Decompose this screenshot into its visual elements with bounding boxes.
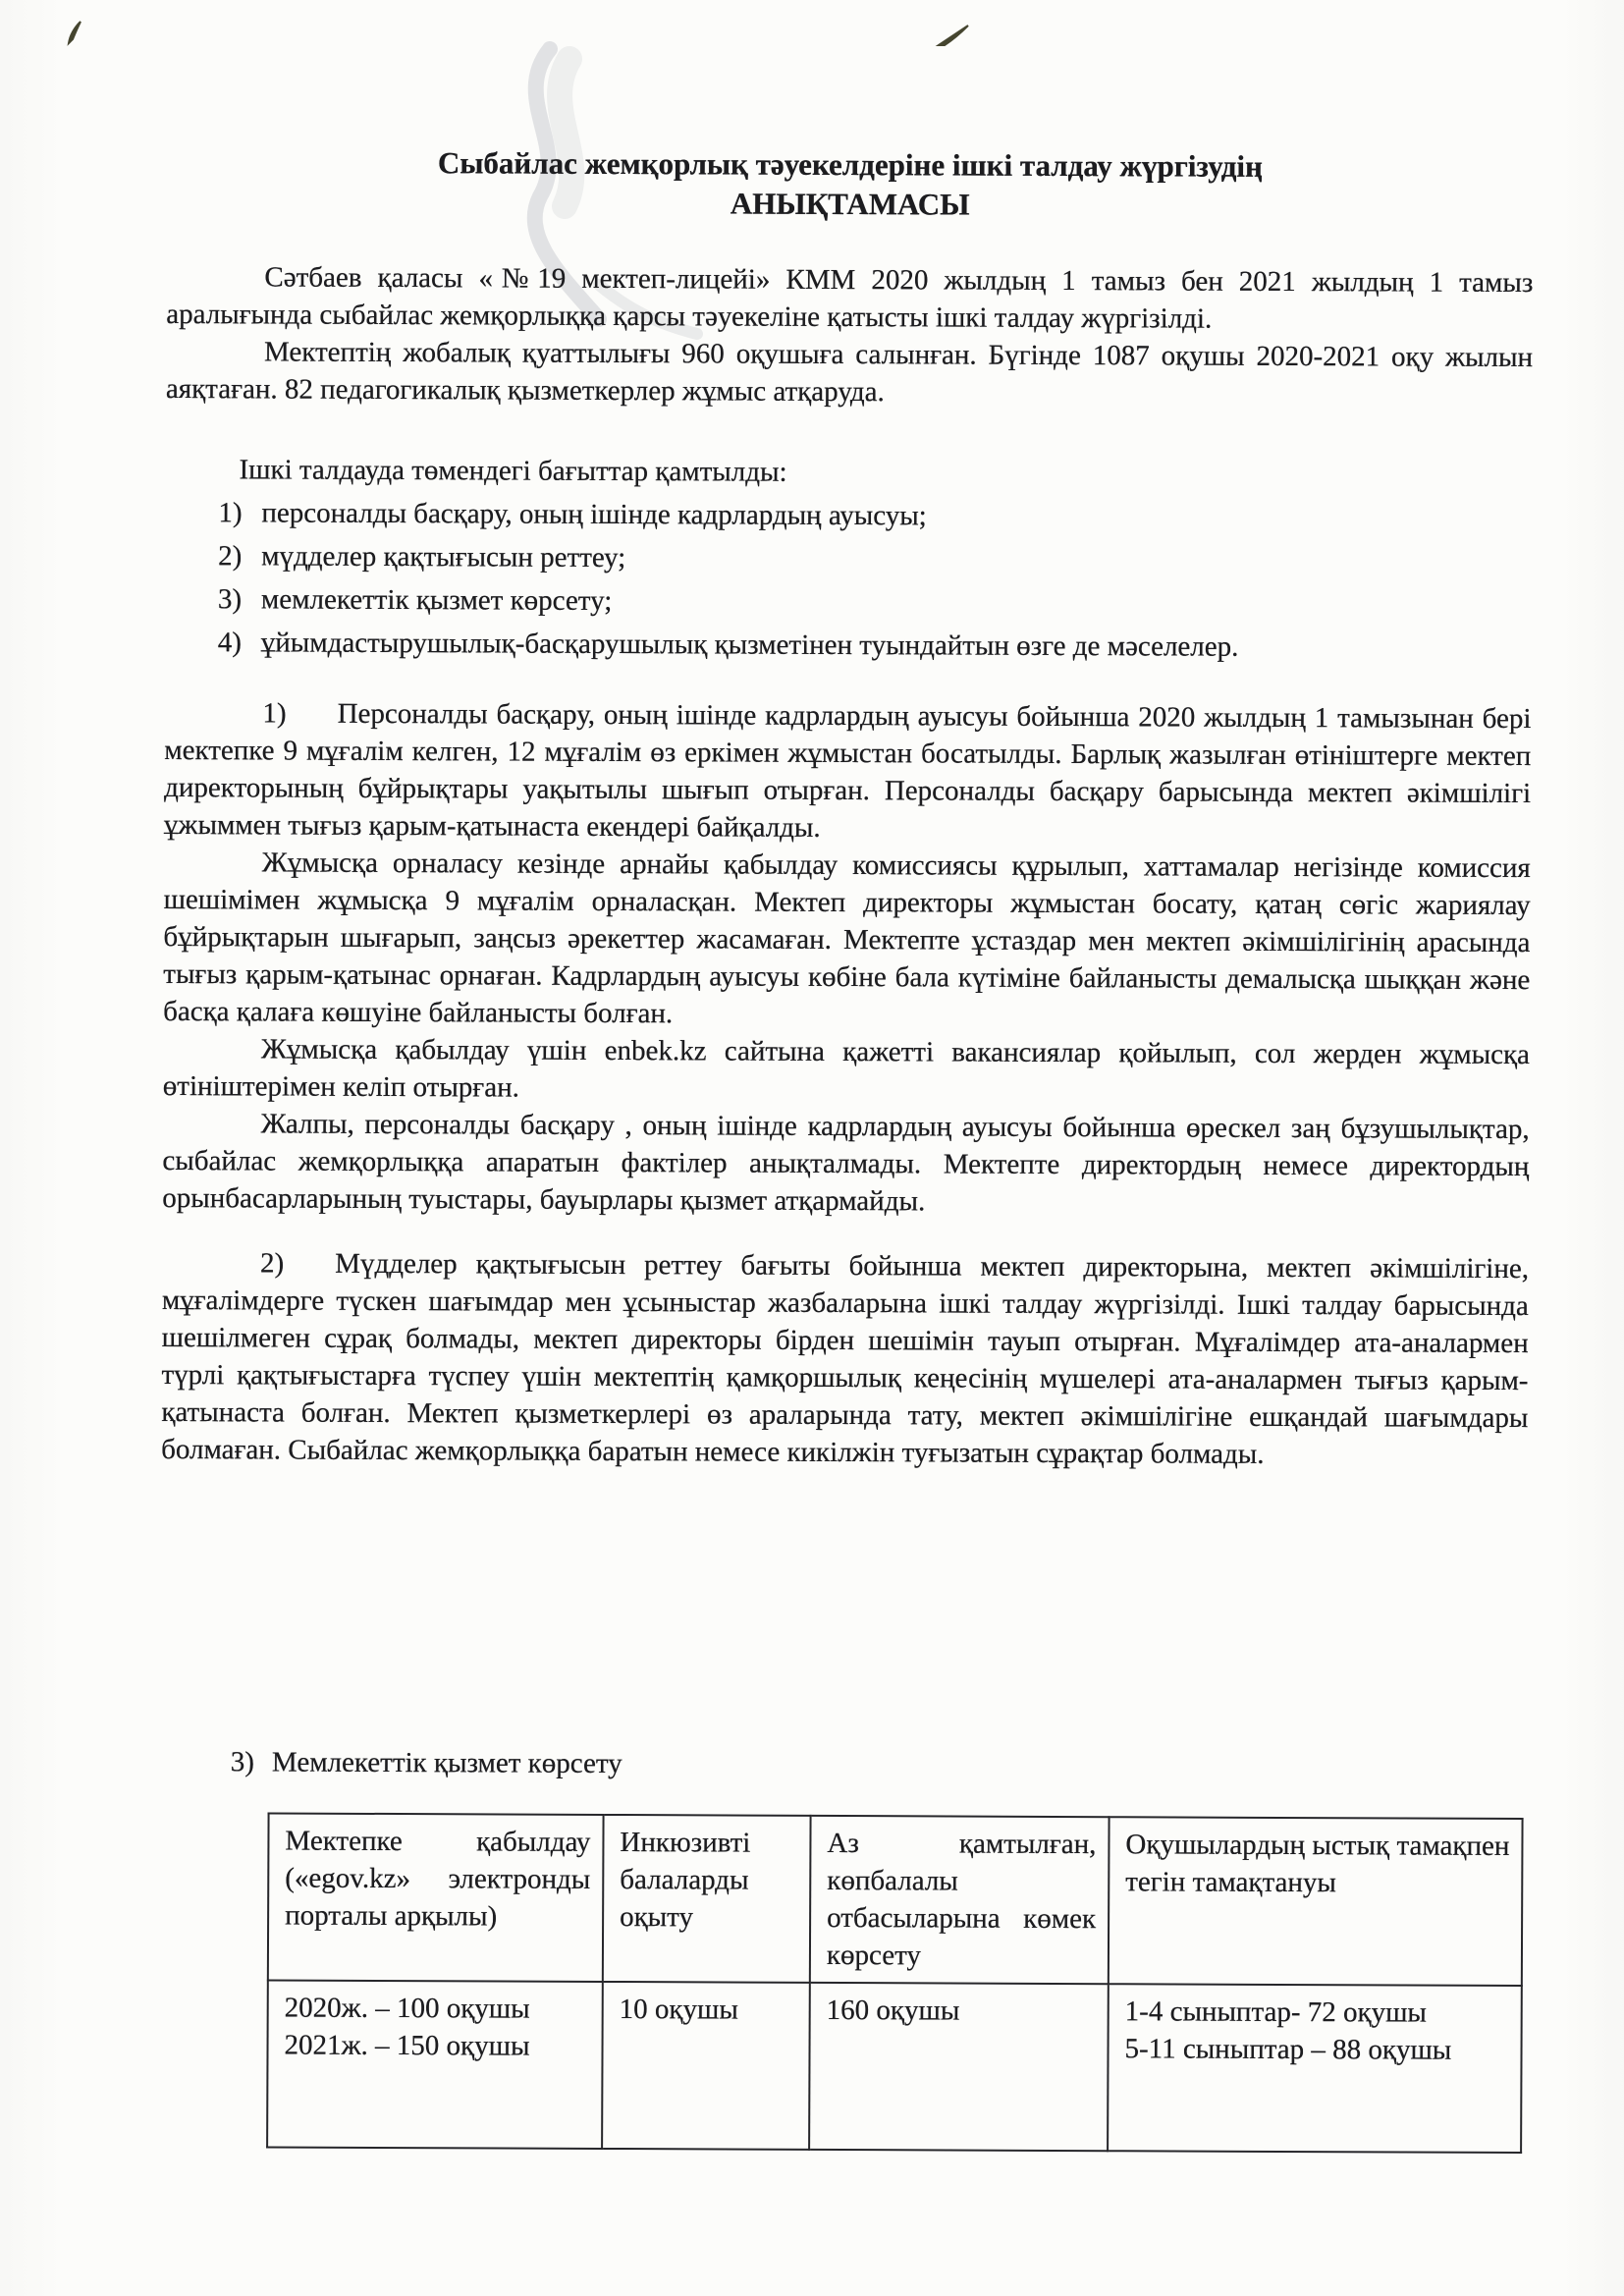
document-title-line2: АНЫҚТАМАСЫ	[730, 186, 970, 222]
section3-heading-text: Мемлекеттік қызмет көрсету	[271, 1746, 623, 1780]
table-cell-low-income	[809, 1983, 1109, 2151]
table-header-inclusive: Инкюзивті балаларды оқыту	[603, 1815, 811, 1983]
pen-mark-top-center	[935, 20, 976, 51]
section2-paragraph-1	[161, 1244, 1529, 1474]
meals-grades-1-4-value: 1-4 сыныптар- 72 оқушы	[1124, 1995, 1428, 2029]
section1-paragraph-2: Жұмысқа орналасу кезінде арнайы қабылдау комиссиясы құрылып, хаттамалар негізінде комиссия шешімімен жұмысқа 9 мұғалім орналасқан. Мектеп директоры жұмыстан босату, қатаң сөгіс жариялау бұйрықтарын шығарып, заңсыз әрекеттер жасамаған. Мектепте ұстаздар мен мектеп әкімшілігінің арасында тығыз қарым-қатынас орнаған. Кадрлардың ауысуы көбіне бала күтіміне байланысты демалысқа шыққан және басқа қалаға көшуіне байланысты болған.	[163, 847, 1531, 1030]
list-item-1-text: персоналды басқару, оның ішінде кадрлардың ауысуы;	[261, 497, 927, 532]
low-income-value: 160 оқушы	[826, 1994, 960, 2027]
section2-number: 2)	[259, 1247, 285, 1280]
section1-paragraph-4: Жалпы, персоналды басқару , оның ішінде кадрлардың ауысуы бойынша өрескел заң бұзушылықтар, сыбайлас жемқорлыққа апаратын фактілер анықталмады. Мектепте директордың немесе директордың орынбасарларының туыстары, бауырлары қызмет атқармайды.	[162, 1108, 1530, 1218]
admission-2021-value: 2021ж. – 150 оқушы	[284, 2029, 530, 2062]
table-data-row	[267, 1980, 1522, 2153]
public-services-table	[266, 1812, 1523, 2154]
inclusive-value: 10 оқушы	[619, 1994, 738, 2026]
list-item-3	[165, 580, 1532, 624]
list-item-4-number: 4)	[217, 627, 243, 659]
list-item-2-number: 2)	[218, 540, 243, 573]
paragraph-intro-2: Мектептің жобалық қуаттылығы 960 оқушыға салынған. Бүгінде 1087 оқушы 2020-2021 оқу жылын аяқтаған. 82 педагогикалық қызметкерлер жұмыс атқаруда.	[165, 336, 1534, 409]
list-item-3-number: 3)	[217, 583, 243, 616]
list-item-1	[165, 494, 1532, 537]
section3-number: 3)	[230, 1746, 255, 1778]
list-item-3-text: мемлекеттік қызмет көрсету;	[260, 583, 613, 617]
list-item-4	[165, 624, 1532, 667]
section1-paragraph-1-text: Персоналды басқару, оның ішінде кадрлардың ауысуы бойынша 2020 жылдың 1 тамызынан бері мектепке 9 мұғалім келген, 12 мұғалім өз еркімен жұмыстан босатылды. Барлық жазылған өтініштерге мектеп директорының бұйрықтары уақытылы шығып отырған. Персоналды басқару барысында мектеп әкімшілігі ұжыммен тығыз қарым-қатынаста екендері байқалды.	[163, 697, 1532, 844]
list-intro: Ішкі талдауда төмендегі бағыттар қамтылды:	[239, 454, 787, 488]
section2-paragraph-1-text: Мүдделер қақтығысын реттеу бағыты бойынша мектеп директорына, мектеп әкімшілігіне, мұғалімдерге түскен шағымдар мен ұсыныстар жазбаларына ішкі талдау жүргізілді. Ішкі талдау барысында шешілмеген сұрақ болмады, мектеп директоры бірден шешімін тауып отырған. Мұғалімдер ата-аналармен түрлі қақтығыстарға түспеу үшін мектептің қамқоршылық кеңесінің мүшелері ата-аналармен тығыз қарым-қатынаста болған. Мектеп қызметкерлері өз араларында тату, мектеп әкімшілігіне ешқандай шағымдары болмаған. Сыбайлас жемқорлыққа баратын немесе кикілжін туғызатын сұрақтар болмады.	[161, 1247, 1530, 1470]
table-header-admission: Мектепке қабылдау («egov.kz» электронды порталы арқылы)	[268, 1813, 604, 1981]
meals-grades-5-11-value: 5-11 сыныптар – 88 оқушы	[1124, 2033, 1452, 2066]
list-item-1-number: 1)	[218, 497, 243, 529]
document-content	[161, 142, 1534, 2066]
section1-number: 1)	[262, 697, 287, 730]
list-item-2	[165, 537, 1532, 580]
pen-mark-top-left	[61, 14, 96, 49]
table-header-row	[268, 1813, 1523, 1986]
table-header-low-income: Аз қамтылған, көпбалалы отбасыларына көмек көрсету	[810, 1816, 1110, 1984]
table-header-meals: Оқушылардың ыстық тамақпен тегін тамақтануы	[1109, 1817, 1523, 1986]
paragraph-intro-1: Сәтбаев қаласы «№19 мектеп-лицейі» КММ 2020 жылдың 1 тамыз бен 2021 жылдың 1 тамыз аралығында сыбайлас жемқорлыққа қарсы тәуекеліне қатысты ішкі талдау жүргізілді.	[166, 261, 1534, 335]
table-cell-admission	[267, 1980, 603, 2148]
section3-heading	[160, 1743, 1527, 1786]
list-item-2-text: мүдделер қақтығысын реттеу;	[261, 540, 626, 574]
table-cell-inclusive	[602, 1982, 810, 2150]
document-title-line1: Сыбайлас жемқорлық тәуекелдеріне ішкі талдау жүргізудің	[437, 145, 1264, 184]
document-body	[161, 258, 1533, 1474]
section1-paragraph-1	[164, 694, 1532, 849]
admission-2020-value: 2020ж. – 100 оқушы	[284, 1992, 530, 2025]
section1-paragraph-3: Жұмысқа қабылдау үшін enbek.kz сайтына қажетті вакансиялар қойылып, сол жерден жұмысқа өтініштерімен келіп отырған.	[162, 1033, 1531, 1104]
list-item-4-text: ұйымдастырушылық-басқарушылық қызметінен туындайтын өзге де мәселелер.	[260, 627, 1239, 663]
table-cell-meals	[1108, 1984, 1522, 2153]
